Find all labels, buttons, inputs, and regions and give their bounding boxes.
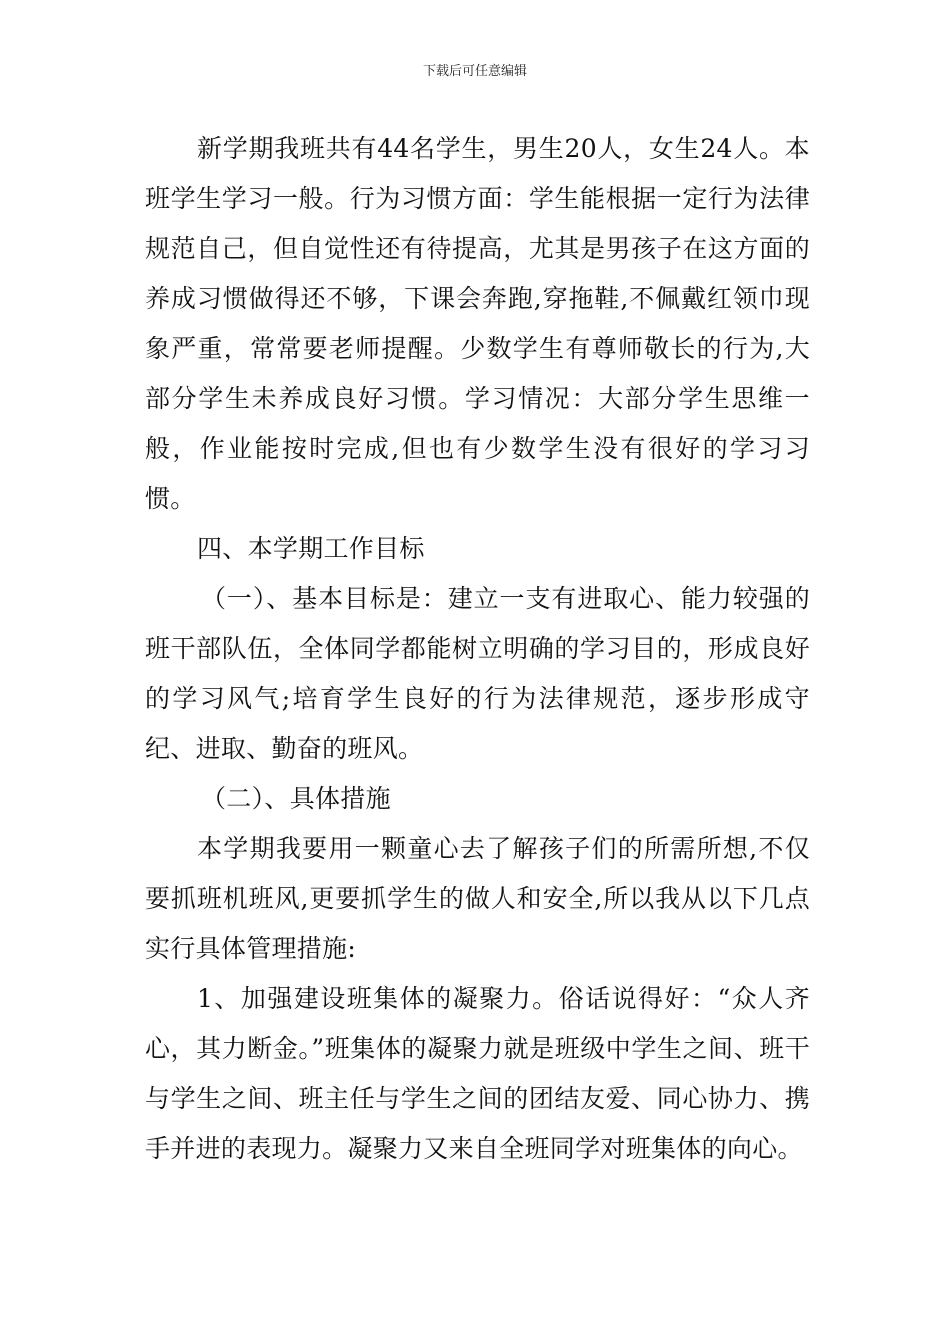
- measures-intro-paragraph: 本学期我要用一颗童心去了解孩子们的所需所想,不仅要抓班机班风,更要抓学生的做人和安全,所以我从以下几点实行具体管理措施:: [145, 834, 810, 963]
- class-situation-paragraph: 新学期我班共有44名学生，男生20人，女生24人。本班学生学习一般。行为习惯方面：学生能根据一定行为法律规范自己，但自觉性还有待提高，尤其是男孩子在这方面的养成习惯做得还不够，下课会奔跑,穿拖鞋,不佩戴红领巾现象严重，常常要老师提醒。少数学生有尊师敬长的行为,大部分学生未养成良好习惯。学习情况：大部分学生思维一般，作业能按时完成,但也有少数学生没有很好的学习习惯。: [145, 134, 810, 513]
- subsection-heading-measures: （二）、具体措施: [201, 784, 391, 813]
- basic-goals-paragraph: （一）、基本目标是：建立一支有进取心、能力较强的班干部队伍，全体同学都能树立明确的学习目的，形成良好的学习风气;培育学生良好的行为法律规范，逐步形成守纪、进取、勤奋的班风。: [145, 584, 810, 763]
- cohesion-paragraph: 1、加强建设班集体的凝聚力。俗话说得好：“众人齐心，其力断金。”班集体的凝聚力就是班级中学生之间、班干与学生之间、班主任与学生之间的团结友爱、同心协力、携手并进的表现力。凝聚力又来自全班同学对班集体的向心。: [145, 984, 810, 1163]
- document-body: [145, 124, 810, 1174]
- page-header: 下载后可任意编辑: [422, 64, 527, 79]
- section-heading-goals: 四、本学期工作目标: [197, 534, 425, 563]
